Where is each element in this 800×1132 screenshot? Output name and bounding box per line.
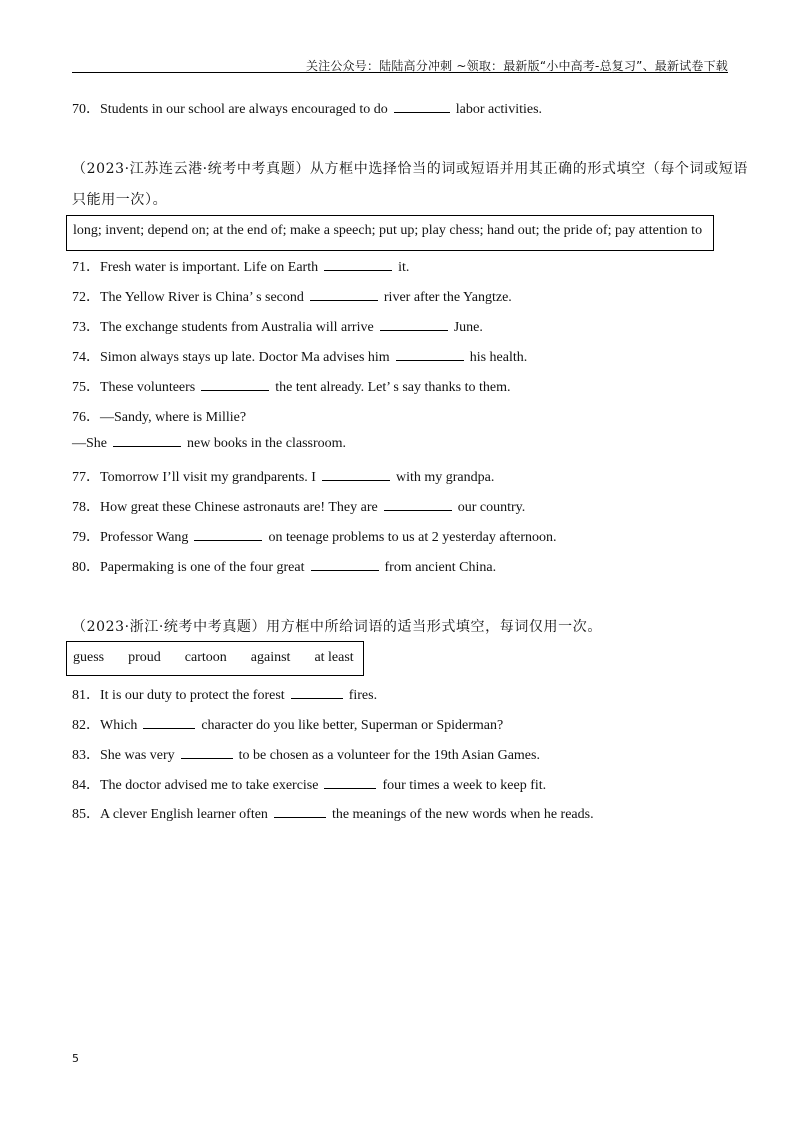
answer-blank[interactable] bbox=[394, 110, 450, 113]
question-text-after: four times a week to keep fit. bbox=[382, 778, 547, 793]
question-71 bbox=[72, 256, 409, 276]
answer-blank[interactable] bbox=[311, 568, 379, 571]
answer-blank[interactable] bbox=[324, 268, 392, 271]
question-text: 80．Papermaking is one of the four great bbox=[72, 560, 305, 575]
question-78 bbox=[72, 496, 525, 516]
question-text-after: from ancient China. bbox=[384, 560, 497, 575]
word-box-section1: long; invent; depend on; at the end of; make a speech; put up; play chess; hand out; the pride of; pay attention to bbox=[66, 215, 714, 251]
question-text: 85．A clever English learner often bbox=[72, 807, 268, 822]
question-text: 79．Professor Wang bbox=[72, 530, 189, 545]
answer-blank[interactable] bbox=[324, 786, 376, 789]
question-text: 75．These volunteers bbox=[72, 380, 196, 395]
answer-blank[interactable] bbox=[181, 756, 233, 759]
question-73 bbox=[72, 316, 483, 336]
question-84 bbox=[72, 774, 546, 794]
answer-blank[interactable] bbox=[310, 298, 378, 301]
question-text-after: June. bbox=[453, 320, 483, 335]
section1-instruction-line2: 只能用一次）。 bbox=[72, 192, 168, 208]
answer-blank[interactable] bbox=[291, 696, 343, 699]
question-text: 84．The doctor advised me to take exercise bbox=[72, 778, 319, 793]
question-text: 81．It is our duty to protect the forest bbox=[72, 688, 285, 703]
question-text-after: river after the Yangtze. bbox=[383, 290, 512, 305]
question-text: 72．The Yellow River is China’ s second bbox=[72, 290, 304, 305]
question-72 bbox=[72, 286, 512, 306]
section1-instruction-line1: （2023·江苏连云港·统考中考真题）从方框中选择恰当的词或短语并用其正确的形式填空（每个词或短语 bbox=[72, 161, 748, 177]
question-text-after: on teenage problems to us at 2 yesterday afternoon. bbox=[268, 530, 557, 545]
answer-blank[interactable] bbox=[274, 815, 326, 818]
question-text-after: to be chosen as a volunteer for the 19th Asian Games. bbox=[238, 748, 540, 763]
word-item: guess bbox=[73, 650, 105, 665]
question-text: 76．—Sandy, where is Millie? bbox=[72, 410, 247, 425]
question-text-after: new books in the classroom. bbox=[187, 436, 347, 451]
question-77 bbox=[72, 466, 494, 486]
question-76 bbox=[72, 406, 246, 426]
answer-blank[interactable] bbox=[396, 358, 464, 361]
question-text: 71．Fresh water is important. Life on Earth bbox=[72, 260, 319, 275]
question-text-after: it. bbox=[398, 260, 410, 275]
answer-blank[interactable] bbox=[380, 328, 448, 331]
question-75 bbox=[72, 376, 510, 396]
question-text-after: labor activities. bbox=[455, 102, 543, 117]
question-text: —She bbox=[72, 436, 107, 451]
question-70 bbox=[72, 98, 542, 118]
answer-blank[interactable] bbox=[322, 478, 390, 481]
question-text-after: his health. bbox=[469, 350, 528, 365]
question-82 bbox=[72, 714, 503, 734]
question-text: 70．Students in our school are always encouraged to do bbox=[72, 102, 388, 117]
question-76-response bbox=[72, 436, 346, 452]
answer-blank[interactable] bbox=[384, 508, 452, 511]
question-74 bbox=[72, 346, 527, 366]
question-text-after: character do you like better, Superman or Spiderman? bbox=[201, 718, 504, 733]
page-number: 5 bbox=[72, 1052, 79, 1065]
answer-blank[interactable] bbox=[201, 388, 269, 391]
word-item: proud bbox=[128, 650, 161, 665]
question-text-after: the tent already. Let’ s say thanks to them. bbox=[275, 380, 511, 395]
question-text: 78．How great these Chinese astronauts are! They are bbox=[72, 500, 378, 515]
question-79 bbox=[72, 526, 557, 546]
word-item: cartoon bbox=[184, 650, 227, 665]
word-item: against bbox=[250, 650, 291, 665]
question-80 bbox=[72, 556, 496, 576]
word-item: at least bbox=[314, 650, 354, 665]
answer-blank[interactable] bbox=[194, 538, 262, 541]
question-text-after: with my grandpa. bbox=[395, 470, 495, 485]
question-text: 73．The exchange students from Australia will arrive bbox=[72, 320, 374, 335]
answer-blank[interactable] bbox=[113, 444, 181, 447]
question-81 bbox=[72, 684, 377, 704]
answer-blank[interactable] bbox=[143, 726, 195, 729]
question-85 bbox=[72, 803, 594, 823]
word-box-section2 bbox=[66, 641, 364, 676]
question-text: 82．Which bbox=[72, 718, 138, 733]
page-header: 关注公众号：陆陆高分冲刺 ~领取：最新版“小中高考-总复习”、最新试卷下载 bbox=[305, 59, 728, 73]
question-text-after: our country. bbox=[457, 500, 526, 515]
header-divider bbox=[72, 72, 728, 73]
question-83 bbox=[72, 744, 540, 764]
question-text: 74．Simon always stays up late. Doctor Ma advises him bbox=[72, 350, 390, 365]
section2-instruction: （2023·浙江·统考中考真题）用方框中所给词语的适当形式填空，每词仅用一次。 bbox=[72, 619, 602, 635]
question-text-after: the meanings of the new words when he reads. bbox=[331, 807, 594, 822]
question-text: 83．She was very bbox=[72, 748, 175, 763]
question-text-after: fires. bbox=[348, 688, 378, 703]
question-text: 77．Tomorrow I’ll visit my grandparents. I bbox=[72, 470, 316, 485]
